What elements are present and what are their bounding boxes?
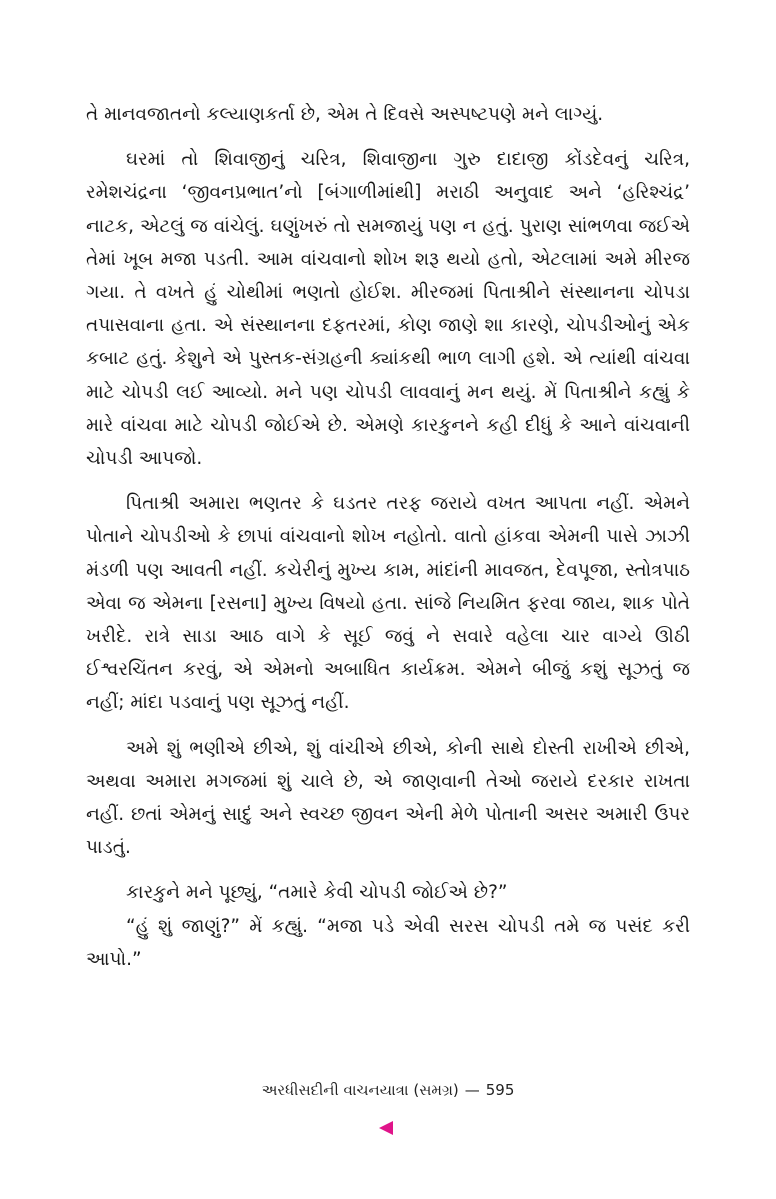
paragraph-1: તે માનવજાતનો કલ્યાણકર્તા છે, એમ તે દિવસે અસ્પષ્ટપણે મને લાગ્યું. — [86, 104, 604, 125]
paragraph-6: “હું શું જાણું?” મેં કહ્યું. “મજા પડે એવી સરસ ચોપડી તમે જ પસંદ કરી આપો.” — [86, 915, 690, 970]
paragraph-5: કારકુને મને પૂછ્યું, “તમારે કેવી ચોપડી જોઈએ છે?” — [126, 882, 508, 904]
page-body — [86, 98, 690, 988]
paragraph-4: અમે શું ભણીએ છીએ, શું વાંચીએ છીએ, કોની સાથે દોસ્તી રાખીએ છીએ, અથવા અમારા મગજમાં શું ચાલે છે, એ જાણવાની તેઓ જરાયે દરકાર રાખતા નહીં. છતાં એમનું સાદું અને સ્વચ્છ જીવન એની મેળે પોતાની અસર અમારી ઉપર પાડતું. — [86, 737, 690, 859]
triangle-left-icon[interactable] — [379, 1121, 393, 1135]
page-footer — [0, 1081, 776, 1099]
footer-book-title: અરધીસદીની વાચનયાત્રા (સમગ્ર) — [261, 1081, 459, 1099]
footer-page-number: 595 — [485, 1081, 515, 1099]
footer-separator: — — [464, 1081, 480, 1099]
paragraph-2: ઘરમાં તો શિવાજીનું ચરિત્ર, શિવાજીના ગુરુ દાદાજી કોંડદેવનું ચરિત્ર, રમેશચંદ્રના ‘જીવનપ્રભાત’નો [બંગાળીમાંથી] મરાઠી અનુવાદ અને ‘હરિશ્ચંદ્ર’ નાટક, એટલું જ વાંચેલું. ઘણુંખરું તો સમજાયું પણ ન હતું. પુરાણ સાંભળવા જઈએ તેમાં ખૂબ મજા પડતી. આમ વાંચવાનો શોખ શરૂ થયો હતો, એટલામાં અમે મીરજ ગયા. તે વખતે હું ચોથીમાં ભણતો હોઈશ. મીરજમાં પિતાશ્રીને સંસ્થાનના ચોપડા તપાસવાના હતા. એ સંસ્થાનના દફતરમાં, કોણ જાણે શા કારણે, ચોપડીઓનું એક કબાટ હતું. કેશુને એ પુસ્તક-સંગ્રહની ક્યાંકથી ભાળ લાગી હશે. એ ત્યાંથી વાંચવા માટે ચોપડી લઈ આવ્યો. મને પણ ચોપડી લાવવાનું મન થયું. મેં પિતાશ્રીને કહ્યું કે મારે વાંચવા માટે ચોપડી જોઈએ છે. એમણે કારકુનને કહી દીધું કે આને વાંચવાની ચોપડી આપજો. — [86, 149, 690, 470]
paragraph-3: પિતાશ્રી અમારા ભણતર કે ઘડતર તરફ જરાયે વખત આપતા નહીં. એમને પોતાને ચોપડીઓ કે છાપાં વાંચવાનો શોખ નહોતો. વાતો હાંકવા એમની પાસે ઝાઝી મંડળી પણ આવતી નહીં. કચેરીનું મુખ્ય કામ, માંદાંની માવજત, દેવપૂજા, સ્તોત્રપાઠ એવા જ એમના [રસના] મુખ્ય વિષયો હતા. સાંજે નિયમિત ફરવા જાય, શાક પોતે ખરીદે. રાત્રે સાડા આઠ વાગે કે સૂઈ જવું ને સવારે વહેલા ચાર વાગ્યે ઊઠી ઈશ્વરચિંતન કરવું, એ એમનો અબાધિત કાર્યક્રમ. એમને બીજું કશું સૂઝતું જ નહીં; માંદા પડવાનું પણ સૂઝતું નહીં. — [86, 493, 690, 714]
